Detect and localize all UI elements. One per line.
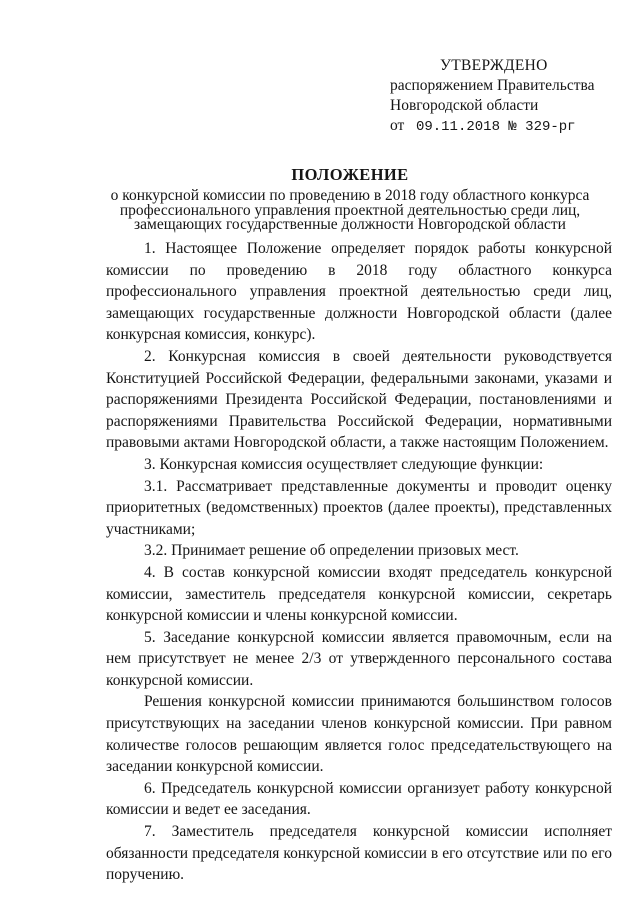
approval-date-value: 09.11.2018 № 329-рг (415, 119, 576, 135)
paragraph-3: 3. Конкурсная комиссия осуществляет следующие функции: (144, 455, 544, 473)
document-title: ПОЛОЖЕНИЕ (291, 165, 409, 184)
approval-line-1: распоряжением Правительства (390, 77, 595, 94)
paragraph-5: 5. Заседание конкурсной комиссии является правомочным, если на нем присутствует не менее 2/3 от утвержденного персонального состава конкурсной комиссии. (106, 628, 612, 689)
paragraph-5-decisions: Решения конкурсной комиссии принимаются большинством голосов присутствующих на заседании членов конкурсной комиссии. При равном количестве голосов решающим является голос председательствующего на заседании конкурсной комиссии. (106, 693, 612, 776)
approval-heading: УТВЕРЖДЕНО (440, 57, 548, 74)
document-subtitle-line-1: о конкурсной комиссии по проведению в 2018 году областного конкурса (110, 187, 590, 204)
paragraph-2: 2. Конкурсная комиссия в своей деятельности руководствуется Конституцией Российской Федерации, федеральными законами, указами и распоряжениями Президента Российской Федерации, постановлениями и распоряжениями Правительства Российской Федерации, нормативными правовыми актами Новгородской области, а также настоящим Положением. (106, 347, 612, 452)
document-title-block (100, 165, 600, 233)
approval-date-line (390, 116, 630, 137)
document-body (106, 238, 612, 886)
paragraph-3-1: 3.1. Рассматривает представленные документы и проводит оценку приоритетных (ведомственных) проектов (далее проекты), представленных участниками; (106, 477, 612, 538)
document-subtitle-line-3: замещающих государственные должности Новгородской области (134, 216, 566, 233)
paragraph-4: 4. В состав конкурсной комиссии входят председатель конкурсной комиссии, заместитель председателя конкурсной комиссии, секретарь конкурсной комиссии и члены конкурсной комиссии. (106, 563, 612, 625)
approval-line-2: Новгородской области (390, 97, 539, 114)
document-subtitle-line-2: профессионального управления проектной деятельностью среди лиц, (119, 201, 581, 219)
approval-date-prefix: от (390, 117, 405, 134)
paragraph-1: 1. Настоящее Положение определяет порядок работы конкурсной комиссии по проведению в 2018 году областного конкурса профессионального управления проектной деятельностью среди лиц, замещающих государственные должности Новгородской области (далее конкурсная комиссия, конкурс). (106, 240, 612, 344)
approval-stamp (390, 56, 630, 137)
paragraph-6: 6. Председатель конкурсной комиссии организует работу конкурсной комиссии и ведет ее заседания. (106, 779, 612, 819)
paragraph-7: 7. Заместитель председателя конкурсной комиссии исполняет обязанности председателя конкурсной комиссии в его отсутствие или по его поручению. (106, 823, 612, 884)
paragraph-3-2: 3.2. Принимает решение об определении призовых мест. (144, 542, 519, 560)
